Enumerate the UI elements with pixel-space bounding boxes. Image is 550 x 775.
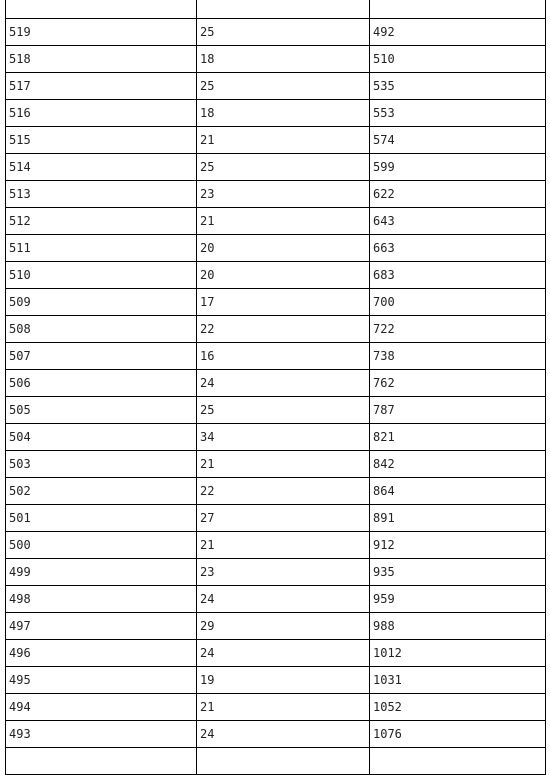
score-cell: 493 — [6, 721, 197, 748]
cumulative-cell: 891 — [370, 505, 546, 532]
cumulative-cell: 574 — [370, 127, 546, 154]
count-cell: 21 — [197, 451, 370, 478]
score-cell: 497 — [6, 613, 197, 640]
count-cell: 23 — [197, 559, 370, 586]
data-table-container — [5, 0, 545, 775]
table-row-partial — [6, 748, 546, 775]
count-cell: 16 — [197, 343, 370, 370]
cumulative-cell: 738 — [370, 343, 546, 370]
empty-cell — [197, 748, 370, 775]
table-row — [6, 370, 546, 397]
table-row — [6, 19, 546, 46]
table-row — [6, 586, 546, 613]
table-row — [6, 127, 546, 154]
score-cell: 494 — [6, 694, 197, 721]
score-cell: 510 — [6, 262, 197, 289]
score-cell: 513 — [6, 181, 197, 208]
cumulative-cell: 622 — [370, 181, 546, 208]
count-cell: 24 — [197, 586, 370, 613]
cumulative-cell: 535 — [370, 73, 546, 100]
count-cell: 18 — [197, 100, 370, 127]
count-cell: 24 — [197, 721, 370, 748]
score-cell: 505 — [6, 397, 197, 424]
score-cell: 511 — [6, 235, 197, 262]
table-row — [6, 208, 546, 235]
count-cell: 21 — [197, 694, 370, 721]
table-row — [6, 451, 546, 478]
table-row — [6, 73, 546, 100]
score-cell: 502 — [6, 478, 197, 505]
score-cell: 517 — [6, 73, 197, 100]
cumulative-cell: 959 — [370, 586, 546, 613]
count-cell: 19 — [197, 667, 370, 694]
count-cell: 25 — [197, 154, 370, 181]
cumulative-cell: 492 — [370, 19, 546, 46]
count-cell: 20 — [197, 262, 370, 289]
table-row — [6, 559, 546, 586]
table-row — [6, 424, 546, 451]
score-cell: 514 — [6, 154, 197, 181]
table-row — [6, 316, 546, 343]
score-cell: 515 — [6, 127, 197, 154]
score-cell: 498 — [6, 586, 197, 613]
cumulative-cell: 1076 — [370, 721, 546, 748]
table-row — [6, 181, 546, 208]
table-row — [6, 343, 546, 370]
score-cell: 519 — [6, 19, 197, 46]
count-cell: 21 — [197, 208, 370, 235]
table-row — [6, 397, 546, 424]
cumulative-cell: 1052 — [370, 694, 546, 721]
score-cell: 504 — [6, 424, 197, 451]
table-row — [6, 289, 546, 316]
score-cell: 509 — [6, 289, 197, 316]
count-cell: 21 — [197, 532, 370, 559]
count-cell: 34 — [197, 424, 370, 451]
cumulative-cell: 842 — [370, 451, 546, 478]
cumulative-cell: 762 — [370, 370, 546, 397]
score-cell: 512 — [6, 208, 197, 235]
cumulative-cell: 988 — [370, 613, 546, 640]
count-cell: 18 — [197, 46, 370, 73]
table-row — [6, 235, 546, 262]
empty-cell — [6, 748, 197, 775]
table-row — [6, 613, 546, 640]
cumulative-cell: 643 — [370, 208, 546, 235]
table-row — [6, 262, 546, 289]
score-cell: 516 — [6, 100, 197, 127]
score-cell: 499 — [6, 559, 197, 586]
score-cell: 518 — [6, 46, 197, 73]
table-row — [6, 505, 546, 532]
count-cell: 17 — [197, 289, 370, 316]
data-table — [5, 0, 546, 775]
cumulative-cell: 510 — [370, 46, 546, 73]
empty-cell — [6, 0, 197, 19]
count-cell: 25 — [197, 397, 370, 424]
count-cell: 25 — [197, 73, 370, 100]
cumulative-cell: 787 — [370, 397, 546, 424]
count-cell: 21 — [197, 127, 370, 154]
empty-cell — [197, 0, 370, 19]
empty-cell — [370, 0, 546, 19]
count-cell: 24 — [197, 370, 370, 397]
cumulative-cell: 663 — [370, 235, 546, 262]
score-cell: 507 — [6, 343, 197, 370]
count-cell: 22 — [197, 316, 370, 343]
table-body — [6, 0, 546, 775]
score-cell: 496 — [6, 640, 197, 667]
score-cell: 500 — [6, 532, 197, 559]
cumulative-cell: 700 — [370, 289, 546, 316]
count-cell: 25 — [197, 19, 370, 46]
count-cell: 24 — [197, 640, 370, 667]
score-cell: 501 — [6, 505, 197, 532]
cumulative-cell: 683 — [370, 262, 546, 289]
table-row — [6, 154, 546, 181]
cumulative-cell: 1012 — [370, 640, 546, 667]
table-row — [6, 667, 546, 694]
score-cell: 495 — [6, 667, 197, 694]
table-row — [6, 46, 546, 73]
score-cell: 503 — [6, 451, 197, 478]
cumulative-cell: 722 — [370, 316, 546, 343]
table-row — [6, 640, 546, 667]
empty-cell — [370, 748, 546, 775]
cumulative-cell: 912 — [370, 532, 546, 559]
cumulative-cell: 599 — [370, 154, 546, 181]
table-row — [6, 721, 546, 748]
cumulative-cell: 1031 — [370, 667, 546, 694]
score-cell: 508 — [6, 316, 197, 343]
table-row — [6, 694, 546, 721]
cumulative-cell: 553 — [370, 100, 546, 127]
table-row — [6, 100, 546, 127]
count-cell: 27 — [197, 505, 370, 532]
table-row — [6, 478, 546, 505]
cumulative-cell: 935 — [370, 559, 546, 586]
table-row — [6, 532, 546, 559]
cumulative-cell: 821 — [370, 424, 546, 451]
score-cell: 506 — [6, 370, 197, 397]
count-cell: 20 — [197, 235, 370, 262]
count-cell: 29 — [197, 613, 370, 640]
table-row-partial — [6, 0, 546, 19]
cumulative-cell: 864 — [370, 478, 546, 505]
count-cell: 22 — [197, 478, 370, 505]
count-cell: 23 — [197, 181, 370, 208]
